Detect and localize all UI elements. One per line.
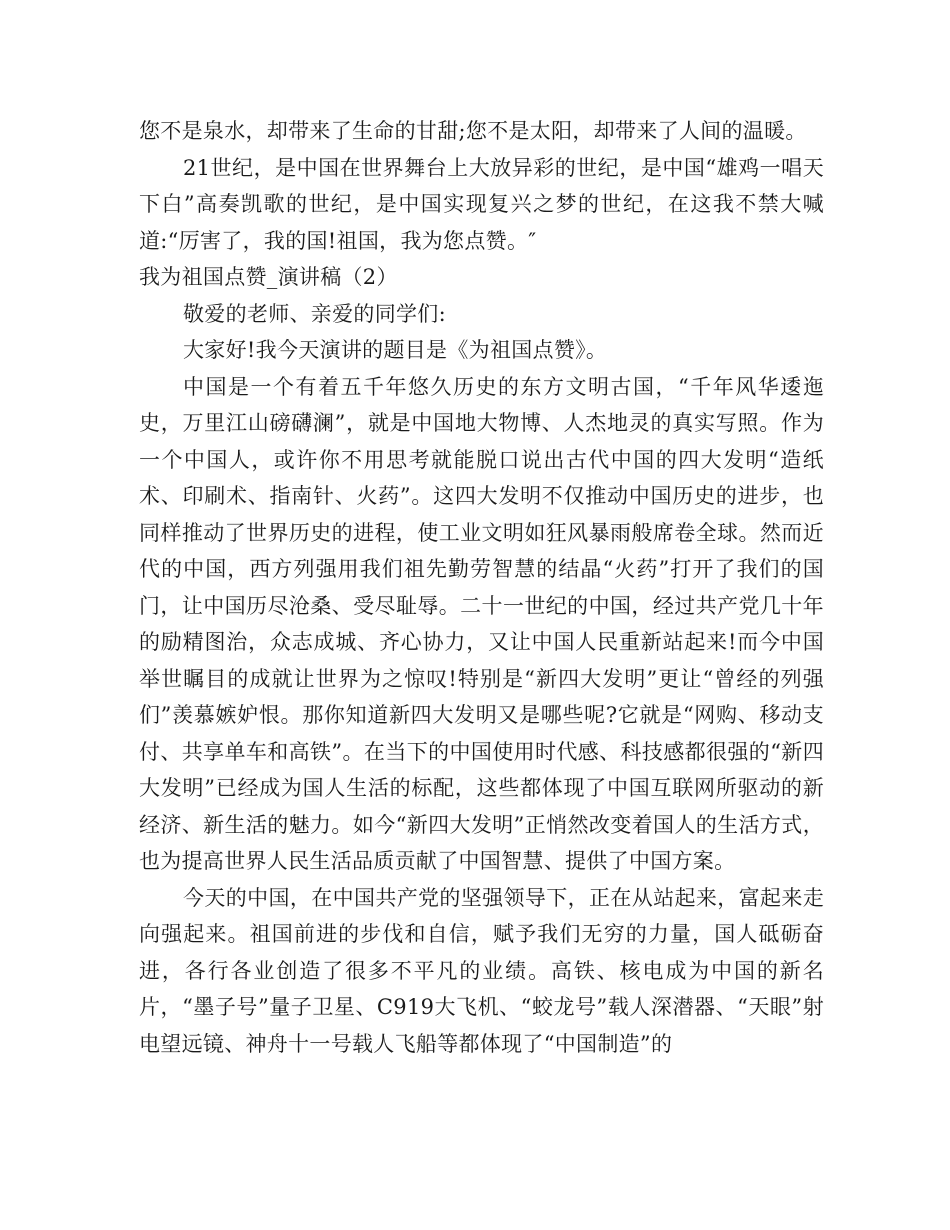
greeting: 大家好!我今天演讲的题目是《为祖国点赞》。: [183, 338, 608, 362]
paragraph-inventions: 中国是一个有着五千年悠久历史的东方文明古国，“千年风华逶迤史，万里江山磅礴澜”，就是中国地大物博、人杰地灵的真实写照。作为一个中国人，或许你不用思考就能脱口说出古代中国的四大发明“造纸术、印刷术、指南针、火药”。这四大发明不仅推动中国历史的进步，也同样推动了世界历史的进程，使工业文明如狂风暴雨般席卷全球。然而近代的中国，西方列强用我们祖先勤劳智慧的结晶“火药”打开了我们的国门，让中国历尽沧桑、受尽耻辱。二十一世纪的中国，经过共产党几十年的励精图治，众志成城、齐心协力，又让中国人民重新站起来!而今中国举世瞩目的成就让世界为之惊叹!特别是“新四大发明”更让“曾经的列强们”羡慕嫉妒恨。那你知道新四大发明又是哪些呢?它就是“网购、移动支付、共享单车和高铁”。在当下的中国使用时代感、科技感都很强的“新四大发明”已经成为国人生活的标配，这些都体现了中国互联网所驱动的新经济、新生活的魅力。如今“新四大发明”正悄然改变着国人的生活方式，也为提高世界人民生活品质贡献了中国智慧、提供了中国方案。: [139, 374, 824, 873]
paragraph-21st-century: 21世纪，是中国在世界舞台上大放异彩的世纪，是中国“雄鸡一唱天下白”高奏凯歌的世纪，是中国实现复兴之梦的世纪，在这我不禁大喊道:“厉害了，我的国!祖国，我为您点赞。″: [139, 155, 824, 253]
document-body: [139, 113, 824, 1062]
paragraph-today-china: 今天的中国，在中国共产党的坚强领导下，正在从站起来，富起来走向强起来。祖国前进的步伐和自信，赋予我们无穷的力量，国人砥砺奋进，各行各业创造了很多不平凡的业绩。高铁、核电成为中国的新名片，“墨子号”量子卫星、C919大飞机、“蛟龙号”载人深潜器、“天眼”射电望远镜、神舟十一号载人飞船等都体现了“中国制造”的: [139, 885, 824, 1056]
salutation: 敬爱的老师、亲爱的同学们:: [183, 301, 446, 326]
paragraph-continuation: 您不是泉水，却带来了生命的甘甜;您不是太阳，却带来了人间的温暖。: [139, 119, 807, 143]
section-title: 我为祖国点赞_演讲稿（2）: [139, 265, 398, 289]
